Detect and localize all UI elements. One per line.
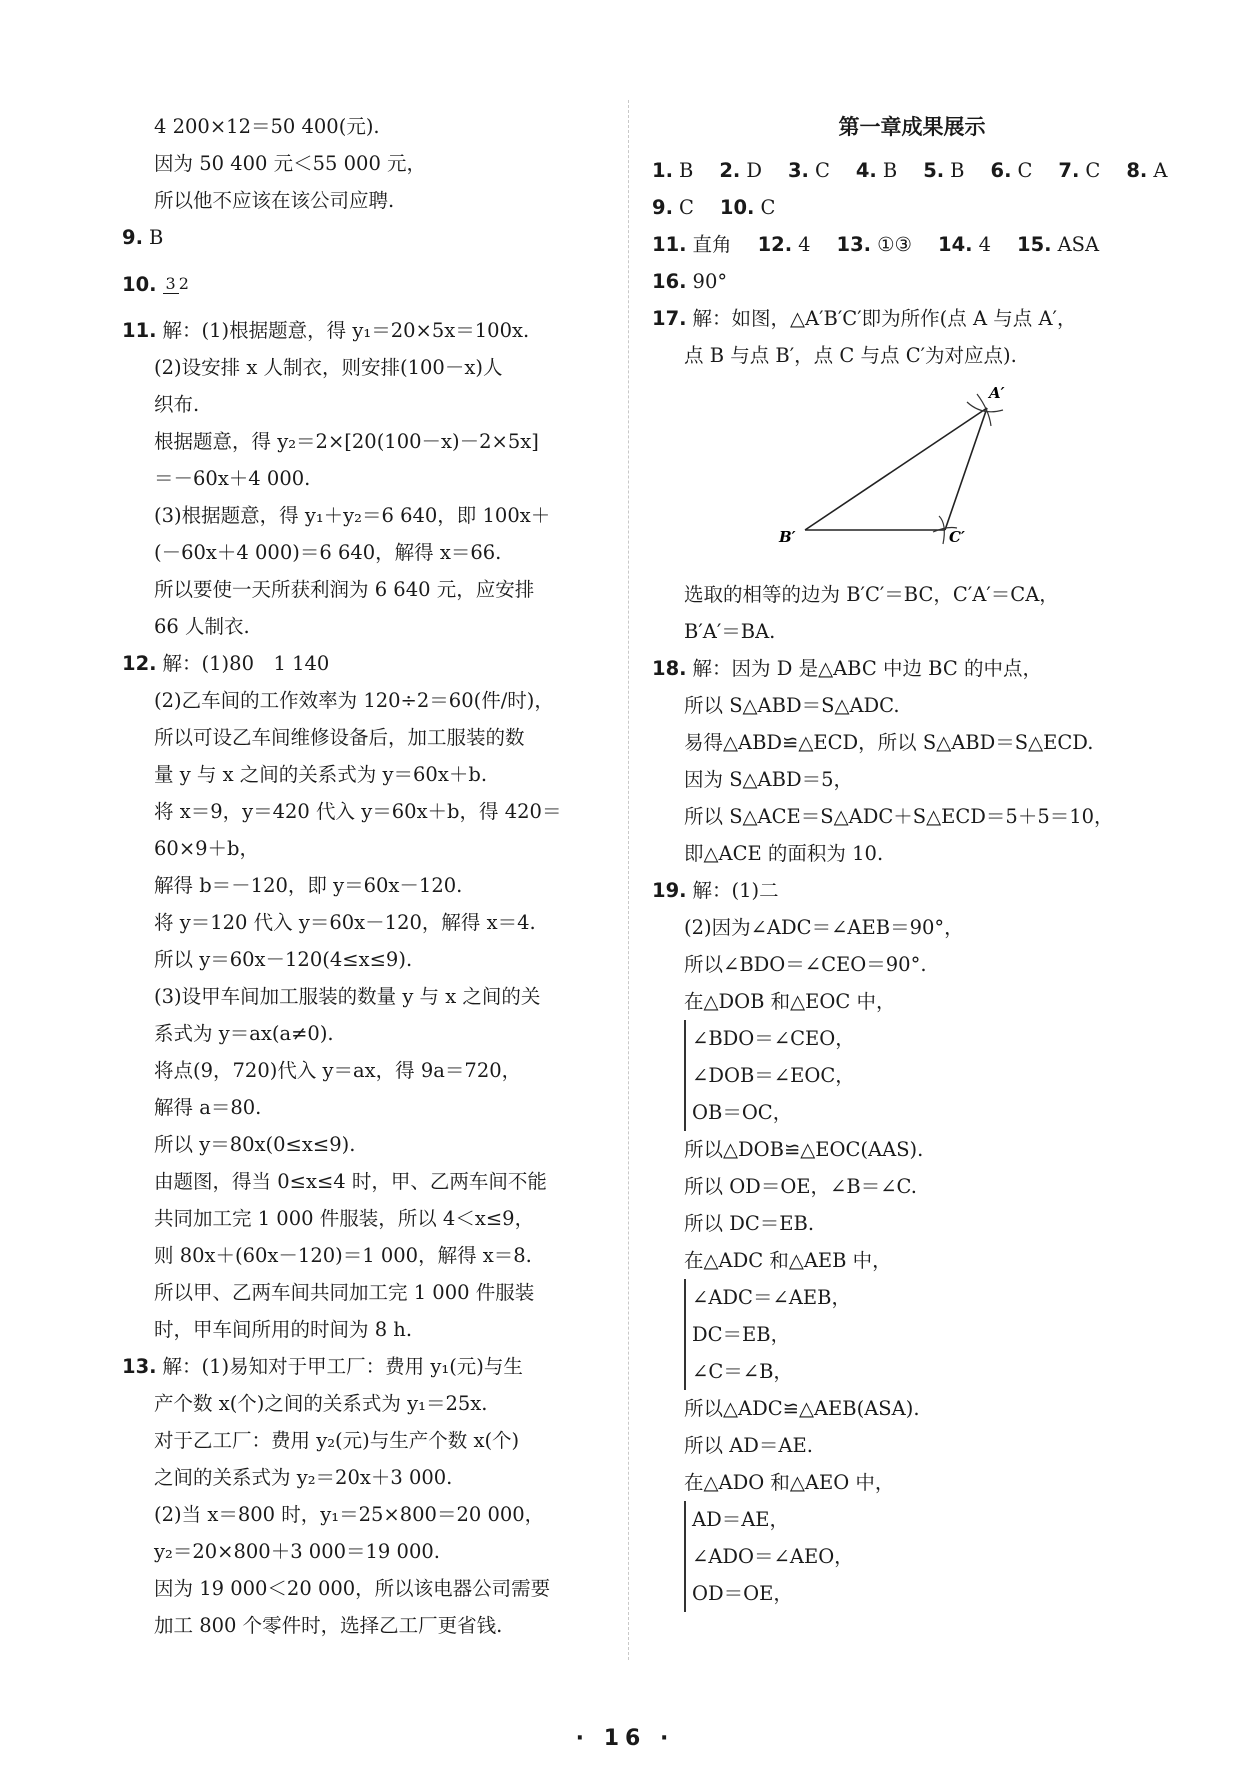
- answer-text: B: [882, 159, 898, 182]
- answer-item: [991, 152, 1033, 189]
- right-column-solutions: [652, 576, 1172, 1612]
- text-line: [652, 835, 1172, 872]
- column-divider: [628, 100, 629, 1660]
- answer-text: ASA: [1057, 233, 1100, 256]
- line-text: ∠DOB＝∠EOC，: [684, 1057, 855, 1094]
- line-text: 解：(1)易知对于甲工厂：费用 y₁(元)与生: [162, 1355, 523, 1378]
- line-text: (2)因为∠ADC＝∠AEB＝90°，: [684, 916, 964, 939]
- answer-text: C: [760, 196, 776, 219]
- fraction-numerator: 3: [163, 274, 179, 294]
- answer-text: D: [746, 159, 762, 182]
- line-text: 所以他不应该在该公司应聘.: [154, 189, 395, 212]
- text-line: [652, 1168, 1172, 1205]
- text-line: [652, 1353, 1172, 1390]
- line-text: OD＝OE，: [684, 1575, 793, 1612]
- line-text: 解得 b＝－120，即 y＝60x－120.: [154, 874, 463, 897]
- page-number: · 16 ·: [575, 1726, 675, 1751]
- text-line: [122, 1237, 618, 1274]
- question-line: [122, 645, 618, 682]
- line-text: 解：(1)根据题意，得 y₁＝20×5x＝100x.: [162, 319, 530, 342]
- question-16: [652, 263, 1172, 300]
- vertex-label-c: C′: [949, 528, 965, 546]
- text-line: [652, 946, 1172, 983]
- line-text: 则 80x＋(60x－120)＝1 000，解得 x＝8.: [154, 1244, 532, 1267]
- question-number: 7.: [1058, 159, 1080, 182]
- text-line: [652, 1279, 1172, 1316]
- line-text: 60×9＋b，: [154, 837, 260, 860]
- answer-text: 直角: [692, 233, 732, 256]
- mc-row-1: [652, 152, 1172, 189]
- question-line: [652, 300, 1172, 337]
- text-line: [122, 423, 618, 460]
- line-text: 在△ADC 和△AEB 中，: [684, 1249, 892, 1272]
- line-text: OB＝OC，: [684, 1094, 792, 1131]
- text-line: [122, 793, 618, 830]
- fraction-denominator: 2: [178, 274, 189, 293]
- fill-row: [652, 226, 1172, 263]
- left-column: [122, 108, 618, 1644]
- line-text: 所以要使一天所获利润为 6 640 元，应安排: [154, 578, 535, 601]
- text-line: [652, 1057, 1172, 1094]
- right-column: [652, 108, 1172, 1612]
- line-text: 所以 y＝60x－120(4≤x≤9).: [154, 948, 413, 971]
- text-line: [122, 1570, 618, 1607]
- question-17: [652, 300, 1172, 374]
- line-text: 即△ACE 的面积为 10.: [684, 842, 884, 865]
- question-number: 15.: [1017, 233, 1052, 256]
- line-text: 点 B 与点 B′，点 C 与点 C′为对应点).: [684, 344, 1017, 367]
- text-line: [122, 145, 618, 182]
- text-line: [122, 1459, 618, 1496]
- line-text: DC＝EB，: [684, 1316, 790, 1353]
- text-line: [122, 1385, 618, 1422]
- line-text: 所以可设乙车间维修设备后，加工服装的数: [154, 726, 525, 749]
- line-text: 所以 S△ABD＝S△ADC.: [684, 694, 900, 717]
- text-line: [122, 386, 618, 423]
- text-line: [122, 1015, 618, 1052]
- text-line: [122, 497, 618, 534]
- text-line: [122, 1126, 618, 1163]
- text-line: [652, 576, 1172, 613]
- line-text: 在△ADO 和△AEO 中，: [684, 1471, 895, 1494]
- text-line: [122, 1422, 618, 1459]
- answer-item: [856, 152, 897, 189]
- triangle-diagram: [777, 380, 1017, 566]
- line-text: (3)根据题意，得 y₁＋y₂＝6 640，即 100x＋: [154, 504, 551, 527]
- question-number: 10.: [122, 272, 157, 296]
- question-number: 18.: [652, 657, 687, 680]
- line-text: 量 y 与 x 之间的关系式为 y＝60x＋b.: [154, 763, 488, 786]
- line-text: (3)设甲车间加工服装的数量 y 与 x 之间的关: [154, 985, 541, 1008]
- answer-text: B: [678, 159, 694, 182]
- text-line: [122, 1052, 618, 1089]
- line-text: 所以∠BDO＝∠CEO＝90°.: [684, 953, 927, 976]
- question-number: 2.: [719, 159, 741, 182]
- text-line: [122, 571, 618, 608]
- question-number: 12.: [122, 652, 157, 675]
- question-line: [122, 1348, 618, 1385]
- line-text: B′A′＝BA.: [684, 620, 776, 643]
- text-line: [652, 337, 1172, 374]
- answer-item: [652, 189, 694, 226]
- line-text: 时，甲车间所用的时间为 8 h.: [154, 1318, 413, 1341]
- question-number: 16.: [652, 270, 687, 293]
- text-line: [122, 830, 618, 867]
- line-text: (2)设安排 x 人制衣，则安排(100－x)人: [154, 356, 503, 379]
- line-text: 4 200×12＝50 400(元).: [154, 115, 380, 138]
- question-number: 11.: [652, 233, 687, 256]
- line-text: (－60x＋4 000)＝6 640，解得 x＝66.: [154, 541, 502, 564]
- answer-item: [719, 152, 762, 189]
- text-line: [122, 349, 618, 386]
- answer-text: C: [1085, 159, 1101, 182]
- text-line: [652, 1020, 1172, 1057]
- text-line: [122, 1607, 618, 1644]
- text-line: [652, 1094, 1172, 1131]
- question-number: 9.: [652, 196, 673, 219]
- text-line: [652, 724, 1172, 761]
- answer-item: [652, 226, 732, 263]
- line-text: ∠BDO＝∠CEO，: [684, 1020, 855, 1057]
- line-text: 对于乙工厂：费用 y₂(元)与生产个数 x(个): [154, 1429, 520, 1452]
- line-text: 系式为 y＝ax(a≠0).: [154, 1022, 334, 1045]
- line-text: 织布.: [154, 393, 200, 416]
- text-line: [122, 867, 618, 904]
- text-line: [652, 1538, 1172, 1575]
- line-text: 因为 19 000＜20 000，所以该电器公司需要: [154, 1577, 551, 1600]
- question-number: 4.: [855, 159, 877, 182]
- line-text: 选取的相等的边为 B′C′＝BC，C′A′＝CA，: [684, 583, 1059, 606]
- line-text: AD＝AE，: [684, 1501, 789, 1538]
- line-text: 所以△ADC≌△AEB(ASA).: [684, 1397, 920, 1420]
- answer-item: [1126, 152, 1167, 189]
- line-text: 产个数 x(个)之间的关系式为 y₁＝25x.: [154, 1392, 488, 1415]
- answer-text: 4: [978, 233, 992, 256]
- text-line: [122, 460, 618, 497]
- question-number: 5.: [923, 159, 945, 182]
- text-line: [122, 608, 618, 645]
- text-line: [652, 1464, 1172, 1501]
- line-text: 由题图，得当 0≤x≤4 时，甲、乙两车间不能: [154, 1170, 547, 1193]
- question-number: 19.: [652, 879, 687, 902]
- answer-text: 4: [798, 233, 811, 256]
- text-line: [652, 1575, 1172, 1612]
- line-text: 解：(1)二: [692, 879, 779, 902]
- text-line: [652, 1242, 1172, 1279]
- question-number: 3.: [787, 159, 809, 182]
- line-text: B: [148, 226, 164, 249]
- text-line: [652, 761, 1172, 798]
- line-text: 根据题意，得 y₂＝2×[20(100－x)－2×5x]: [154, 430, 539, 453]
- text-line: [652, 687, 1172, 724]
- text-line: [652, 1205, 1172, 1242]
- question-number: 11.: [122, 319, 157, 342]
- answer-text: C: [678, 196, 694, 219]
- line-text: 将点(9，720)代入 y＝ax，得 9a＝720，: [154, 1059, 522, 1082]
- side-c-a: [945, 408, 987, 530]
- question-number: 6.: [990, 159, 1012, 182]
- line-text: ∠ADO＝∠AEO，: [684, 1538, 854, 1575]
- vertex-label-b: B′: [779, 528, 796, 546]
- answer-text: C: [1017, 159, 1033, 182]
- text-line: [122, 904, 618, 941]
- answer-item: [1017, 226, 1099, 263]
- line-text: 解得 a＝80.: [154, 1096, 262, 1119]
- line-text: 将 y＝120 代入 y＝60x－120，解得 x＝4.: [154, 911, 536, 934]
- text-line: [122, 1089, 618, 1126]
- answer-text: A: [1153, 159, 1168, 182]
- text-line: [122, 182, 618, 219]
- answer-text: B: [950, 159, 965, 182]
- line-text: 因为 50 400 元＜55 000 元，: [154, 152, 427, 175]
- line-text: y₂＝20×800＋3 000＝19 000.: [154, 1540, 440, 1563]
- text-line: [652, 1131, 1172, 1168]
- side-b-a: [805, 408, 987, 530]
- text-line: [652, 909, 1172, 946]
- text-line: [122, 682, 618, 719]
- line-text: (2)当 x＝800 时，y₁＝25×800＝20 000，: [154, 1503, 545, 1526]
- text-line: [122, 1200, 618, 1237]
- answer-item: [938, 226, 991, 263]
- answer-item: [1058, 152, 1100, 189]
- text-line: [122, 108, 618, 145]
- text-line: [122, 1496, 618, 1533]
- line-text: 所以△DOB≌△EOC(AAS).: [684, 1138, 924, 1161]
- line-text: 共同加工完 1 000 件服装，所以 4＜x≤9，: [154, 1207, 535, 1230]
- question-number: 9.: [122, 226, 143, 249]
- line-text: 所以甲、乙两车间共同加工完 1 000 件服装: [154, 1281, 535, 1304]
- question-number: 13.: [836, 233, 872, 256]
- text-line: [652, 1316, 1172, 1353]
- line-text: ∠C＝∠B，: [684, 1353, 793, 1390]
- line-text: 之间的关系式为 y₂＝20x＋3 000.: [154, 1466, 453, 1489]
- text-line: [122, 534, 618, 571]
- question-number: 13.: [122, 1355, 157, 1378]
- answer-item: [923, 152, 964, 189]
- line-text: 在△DOB 和△EOC 中，: [684, 990, 896, 1013]
- text-line: [122, 756, 618, 793]
- question-number: 8.: [1126, 159, 1148, 182]
- text-line: [122, 1163, 618, 1200]
- line-text: (2)乙车间的工作效率为 120÷2＝60(件/时)，: [154, 689, 554, 712]
- question-line: [122, 312, 618, 349]
- answer-text: C: [814, 159, 830, 182]
- line-text: 易得△ABD≌△ECD，所以 S△ABD＝S△ECD.: [684, 731, 1094, 754]
- text-line: [122, 1311, 618, 1348]
- answer-text: ①③: [877, 233, 913, 256]
- text-line: [652, 1427, 1172, 1464]
- line-text: 将 x＝9，y＝420 代入 y＝60x＋b，得 420＝: [154, 800, 562, 823]
- line-text: 所以 S△ACE＝S△ADC＋S△ECD＝5＋5＝10，: [684, 805, 1114, 828]
- line-text: ＝－60x＋4 000.: [154, 467, 311, 490]
- line-text: 解：因为 D 是△ABC 中边 BC 的中点，: [692, 657, 1042, 680]
- text-line: [122, 941, 618, 978]
- text-line: [652, 1390, 1172, 1427]
- text-line: [652, 983, 1172, 1020]
- text-line: [122, 1274, 618, 1311]
- line-text: ∠ADC＝∠AEB，: [684, 1279, 851, 1316]
- question-line: [652, 872, 1172, 909]
- question-line: [122, 219, 618, 256]
- text-line: [122, 719, 618, 756]
- question-line: [652, 650, 1172, 687]
- answer-item: [788, 152, 830, 189]
- answer-item: [758, 226, 811, 263]
- fraction: [163, 274, 189, 294]
- line-text: 所以 OD＝OE，∠B＝∠C.: [684, 1175, 917, 1198]
- text-line: [652, 1501, 1172, 1538]
- question-number: 12.: [757, 233, 793, 256]
- question-number: 1.: [652, 159, 673, 182]
- question-number: 17.: [652, 307, 687, 330]
- line-text: 加工 800 个零件时，选择乙工厂更省钱.: [154, 1614, 503, 1637]
- text-line: [652, 798, 1172, 835]
- question-number: 14.: [938, 233, 973, 256]
- mc-row-2: [652, 189, 1172, 226]
- line-text: 解：如图，△A′B′C′即为所作(点 A 与点 A′，: [692, 307, 1077, 330]
- line-text: 66 人制衣.: [154, 615, 250, 638]
- question-line: [122, 256, 618, 312]
- answer-item: [837, 226, 913, 263]
- answer-text: 90°: [692, 270, 728, 293]
- vertex-label-a: A′: [989, 384, 1005, 402]
- text-line: [122, 1533, 618, 1570]
- answer-item: [720, 189, 775, 226]
- chapter-title: 第一章成果展示: [838, 115, 986, 139]
- text-line: [122, 978, 618, 1015]
- line-text: 因为 S△ABD＝5，: [684, 768, 854, 791]
- triangle-figure: [652, 376, 1172, 570]
- line-text: 所以 AD＝AE.: [684, 1434, 813, 1457]
- answer-item: [652, 152, 693, 189]
- text-line: [652, 613, 1172, 650]
- line-text: 所以 y＝80x(0≤x≤9).: [154, 1133, 356, 1156]
- line-text: 所以 DC＝EB.: [684, 1212, 815, 1235]
- question-number: 10.: [719, 196, 755, 219]
- line-text: 解：(1)80 1 140: [162, 652, 330, 675]
